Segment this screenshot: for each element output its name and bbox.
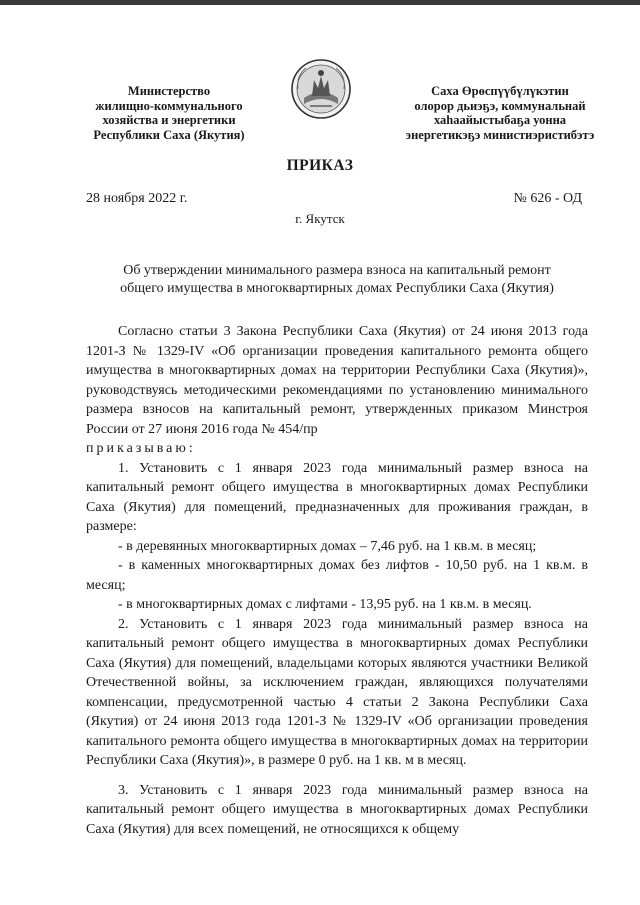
ministry-sah-line-4: энергетикэҕэ министиэристибэтэ xyxy=(405,127,595,142)
document-title: ПРИКАЗ xyxy=(286,157,354,174)
document-city: г. Якутск xyxy=(295,211,345,226)
ministry-ru-line-3: хозяйства и энергетики xyxy=(102,113,236,127)
coat-of-arms-emblem xyxy=(290,58,352,120)
subject-line-1: Об утверждении минимального размера взноса на капитальный ремонт xyxy=(123,263,551,278)
bullet-wooden-houses: - в деревянных многоквартирных домах – 7,46 руб. на 1 кв.м. в месяц; xyxy=(118,538,537,554)
bullet-stone-houses: - в каменных многоквартирных домах без лифтов - 10,50 руб. на 1 кв.м. в месяц; xyxy=(86,558,588,593)
item-3-paragraph: 3. Установить с 1 января 2023 года минимальный размер взноса на капитальный ремонт общего имущества в многоквартирных домах Республики Саха (Якутия) для всех помещений, не относящихся к общему xyxy=(86,782,588,837)
item-1-paragraph: 1. Установить с 1 января 2023 года минимальный размер взноса на капитальный ремонт общего имущества в многоквартирных домах Республики Саха (Якутия) для помещений, предназначенных для проживания граждан, в размере: xyxy=(86,460,588,534)
item-2-paragraph: 2. Установить с 1 января 2023 года минимальный размер взноса на капитальный ремонт общего имущества в многоквартирных домах Республики Саха (Якутия) для помещений, владельцами которых являются участники Великой Отечественной войны, за исключением граждан, являющихся получателями компенсации, предусмотренной частью 4 статьи 2 Закона Республики Саха (Якутия) от 24 июня 2013 года 1201-З № 1329-IV «Об организации проведения капитального ремонта общего имущества в многоквартирных домах на территории Республики Саха (Якутия)», в размере 0 руб. на 1 кв. м в месяц. xyxy=(86,616,588,768)
order-word: приказываю: xyxy=(86,441,196,456)
ministry-ru-line-2: жилищно-коммунального xyxy=(95,98,243,113)
bullet-houses-with-lifts: - в многоквартирных домах с лифтами - 13,95 руб. на 1 кв.м. в месяц. xyxy=(118,597,532,612)
ministry-ru-line-1: Министерство xyxy=(127,84,211,98)
preamble-paragraph: Согласно статьи 3 Закона Республики Саха (Якутия) от 24 июня 2013 года 1201-З № 1329-IV «Об организации проведения капитального ремонта общего имущества в многоквартирных домах на территории Республики Саха (Якутия)», руководствуясь методическими рекомендациями по установлению минимального размера взносов на капитальный ремонт, утвержденных приказом Минстроя России от 27 июня 2016 года № 454/пр xyxy=(86,324,588,437)
ministry-ru-line-4: Республики Саха (Якутия) xyxy=(93,127,245,142)
document-date: 28 ноября 2022 г. xyxy=(86,191,188,206)
ministry-name-russian xyxy=(64,84,274,142)
ministry-sah-line-1: Саха Өрөспүүбүлүкэтин xyxy=(431,84,569,98)
ministry-sah-line-2: олорор дьиэҕэ, коммунальнай xyxy=(414,98,586,113)
ministry-sah-line-3: хаһаайыстыбаҕа уонна xyxy=(433,113,567,127)
document-number: № 626 - ОД xyxy=(513,191,582,206)
document-body xyxy=(86,322,588,839)
subject-line-2: общего имущества в многоквартирных домах Республики Саха (Якутия) xyxy=(120,281,554,296)
scan-top-border xyxy=(0,0,640,5)
ministry-name-yakut xyxy=(372,84,628,142)
document-subject xyxy=(86,262,588,298)
